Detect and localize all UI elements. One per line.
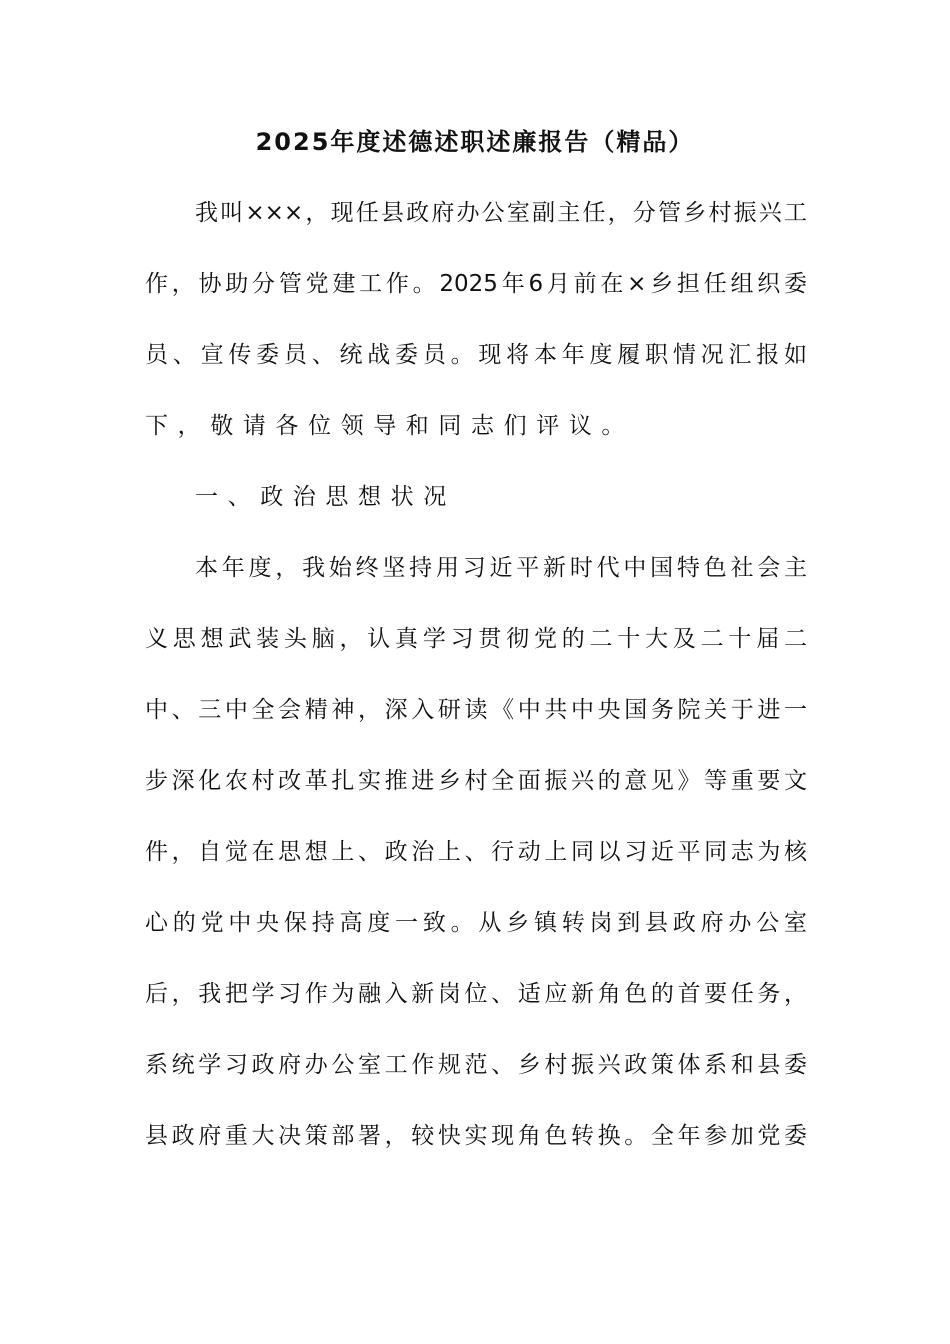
document-title: 2025年度述德述职述廉报告（精品） <box>255 128 695 156</box>
paragraph-line: 心的党中央保持高度一致。从乡镇转岗到县政府办公室 <box>145 910 807 936</box>
paragraph-line: 作，协助分管党建工作。2025年6月前在×乡担任组织委 <box>145 271 807 297</box>
paragraph-line: 下，敬请各位领导和同志们评议。 <box>145 413 634 439</box>
paragraph-line: 县政府重大决策部署，较快实现角色转换。全年参加党委 <box>145 1123 807 1149</box>
paragraph-line: 件，自觉在思想上、政治上、行动上同以习近平同志为核 <box>145 839 807 865</box>
paragraph-line: 系统学习政府办公室工作规范、乡村振兴政策体系和县委 <box>145 1052 807 1078</box>
paragraph-line: 义思想武装头脑，认真学习贯彻党的二十大及二十届二 <box>145 626 807 652</box>
paragraph-line: 本年度，我始终坚持用习近平新时代中国特色社会主 <box>195 555 807 581</box>
paragraph-line: 我叫×××，现任县政府办公室副主任，分管乡村振兴工 <box>195 200 807 226</box>
paragraph-line: 中、三中全会精神，深入研读《中共中央国务院关于进一 <box>145 697 807 723</box>
paragraph-line: 后，我把学习作为融入新岗位、适应新角色的首要任务， <box>145 981 807 1007</box>
paragraph-line: 员、宣传委员、统战委员。现将本年度履职情况汇报如 <box>145 342 807 368</box>
section-heading: 一、政治思想状况 <box>195 484 456 510</box>
paragraph-line: 步深化农村改革扎实推进乡村全面振兴的意见》等重要文 <box>145 768 807 794</box>
